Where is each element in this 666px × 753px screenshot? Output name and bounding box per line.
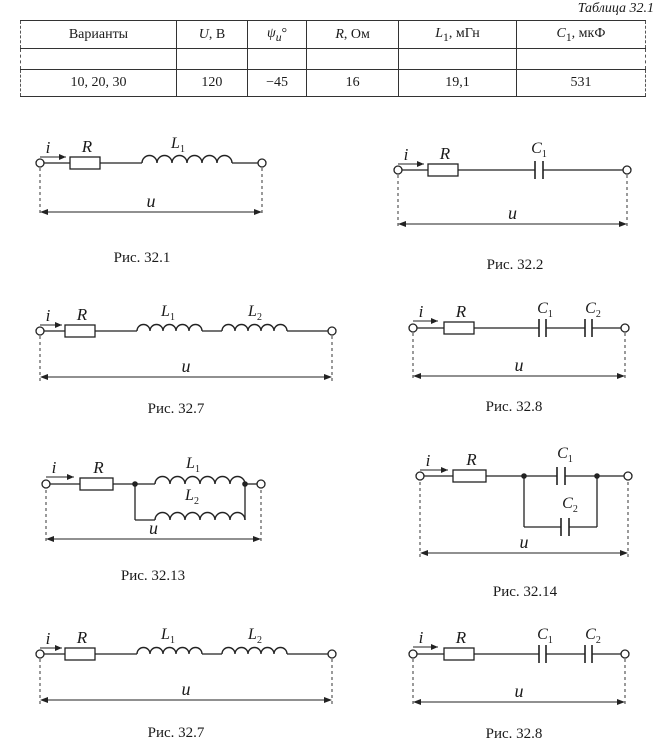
voltage-arrow-head bbox=[420, 550, 428, 556]
label-C1: $C_1$ bbox=[537, 300, 553, 320]
current-arrow-head bbox=[55, 322, 62, 328]
cell-resistance: 16 bbox=[307, 70, 399, 97]
inductor-symbol bbox=[222, 325, 287, 331]
resistor-symbol bbox=[453, 470, 486, 482]
terminal bbox=[328, 327, 336, 335]
figure-32-7-repeat bbox=[36, 626, 336, 741]
figure-caption: Рис. 32.7 bbox=[147, 401, 205, 417]
voltage-arrow-head bbox=[324, 374, 332, 380]
cell-voltage: 120 bbox=[176, 70, 247, 97]
inductor-symbol bbox=[155, 513, 245, 521]
terminal bbox=[328, 650, 336, 658]
figure-32-8-repeat bbox=[409, 626, 629, 742]
current-arrow-head bbox=[417, 161, 424, 167]
current-arrow-head bbox=[59, 154, 66, 160]
label-L2: $L_2$ bbox=[248, 626, 262, 646]
label-C1: $C_1$ bbox=[531, 140, 547, 160]
terminal bbox=[36, 650, 44, 658]
label-u: u bbox=[519, 532, 529, 552]
label-C2: $C_2$ bbox=[585, 300, 601, 320]
figure-32-7 bbox=[36, 303, 336, 417]
label-C1: $C_1$ bbox=[537, 626, 553, 646]
label-i: i bbox=[425, 451, 431, 470]
cell-inductance: 19,1 bbox=[399, 70, 517, 97]
cell-phase: −45 bbox=[247, 70, 306, 97]
terminal bbox=[394, 166, 402, 174]
header-phase: $\psi_u^\circ$ bbox=[247, 21, 306, 49]
voltage-arrow-head bbox=[620, 550, 628, 556]
label-u: u bbox=[181, 356, 191, 376]
resistor-symbol bbox=[444, 322, 474, 334]
inductor-symbol bbox=[142, 156, 232, 164]
resistor-symbol bbox=[65, 325, 95, 337]
voltage-arrow-head bbox=[619, 221, 627, 227]
label-u: u bbox=[149, 518, 158, 538]
label-u: u bbox=[181, 679, 191, 699]
label-L1: $L_1$ bbox=[161, 626, 175, 646]
label-R: R bbox=[466, 450, 477, 469]
terminal bbox=[409, 324, 417, 332]
label-u: u bbox=[146, 191, 156, 211]
cell-variants: 10, 20, 30 bbox=[21, 70, 177, 97]
label-u: u bbox=[514, 355, 524, 375]
figure-32-2 bbox=[394, 140, 631, 273]
label-C1: $C_1$ bbox=[557, 445, 573, 465]
label-L1: $L_1$ bbox=[161, 303, 175, 323]
terminal bbox=[416, 472, 424, 480]
resistor-symbol bbox=[428, 164, 458, 176]
label-R: R bbox=[455, 628, 467, 647]
label-R: R bbox=[93, 458, 104, 477]
voltage-arrow-head bbox=[398, 221, 406, 227]
label-L2: $L_2$ bbox=[185, 487, 199, 507]
current-arrow-head bbox=[67, 474, 74, 480]
voltage-arrow-head bbox=[40, 209, 48, 215]
terminal bbox=[36, 327, 44, 335]
label-u: u bbox=[508, 203, 517, 223]
figure-caption: Рис. 32.8 bbox=[485, 399, 543, 415]
terminal bbox=[36, 159, 44, 167]
figure-32-14 bbox=[416, 445, 632, 600]
header-variants: Варианты bbox=[21, 21, 177, 49]
voltage-arrow-head bbox=[617, 699, 625, 705]
current-arrow-head bbox=[441, 467, 448, 473]
resistor-symbol bbox=[444, 648, 474, 660]
figure-caption: Рис. 32.8 bbox=[485, 726, 543, 742]
terminal bbox=[409, 650, 417, 658]
figure-32-1 bbox=[36, 135, 266, 266]
current-arrow-head bbox=[55, 645, 62, 651]
label-i: i bbox=[418, 628, 424, 647]
header-voltage: U, В bbox=[176, 21, 247, 49]
figure-32-8 bbox=[409, 300, 629, 415]
label-i: i bbox=[45, 138, 51, 157]
voltage-arrow-head bbox=[46, 536, 54, 542]
table-caption: Таблица 32.1 bbox=[577, 1, 654, 16]
figure-32-13 bbox=[42, 455, 265, 584]
figure-caption: Рис. 32.13 bbox=[120, 568, 186, 584]
figure-caption: Рис. 32.14 bbox=[492, 584, 558, 600]
label-u: u bbox=[514, 681, 524, 701]
label-R: R bbox=[439, 144, 451, 163]
header-capacitance: $C_1$, мкФ bbox=[516, 21, 645, 49]
label-R: R bbox=[76, 305, 88, 324]
label-L2: $L_2$ bbox=[248, 303, 262, 323]
terminal bbox=[623, 166, 631, 174]
header-inductance: $L_1$, мГн bbox=[399, 21, 517, 49]
voltage-arrow-head bbox=[254, 209, 262, 215]
label-i: i bbox=[418, 302, 424, 321]
resistor-symbol bbox=[70, 157, 100, 169]
current-arrow-head bbox=[431, 644, 438, 650]
terminal bbox=[42, 480, 50, 488]
terminal bbox=[621, 650, 629, 658]
voltage-arrow-head bbox=[324, 697, 332, 703]
voltage-arrow-head bbox=[253, 536, 261, 542]
voltage-arrow-head bbox=[413, 373, 421, 379]
resistor-symbol bbox=[65, 648, 95, 660]
label-L1: $L_1$ bbox=[171, 135, 185, 155]
resistor-symbol bbox=[80, 478, 113, 490]
cell-capacitance: 531 bbox=[516, 70, 645, 97]
terminal bbox=[621, 324, 629, 332]
voltage-arrow-head bbox=[40, 697, 48, 703]
label-i: i bbox=[45, 629, 51, 648]
terminal bbox=[257, 480, 265, 488]
inductor-symbol bbox=[137, 325, 202, 331]
voltage-arrow-head bbox=[617, 373, 625, 379]
label-R: R bbox=[76, 628, 88, 647]
figure-caption: Рис. 32.1 bbox=[113, 250, 171, 266]
terminal bbox=[258, 159, 266, 167]
inductor-symbol bbox=[222, 648, 287, 655]
label-i: i bbox=[51, 458, 57, 477]
current-arrow-head bbox=[431, 318, 438, 324]
label-i: i bbox=[403, 145, 409, 164]
header-resistance: R, Ом bbox=[307, 21, 399, 49]
label-C2: $C_2$ bbox=[562, 495, 578, 515]
inductor-symbol bbox=[137, 648, 202, 655]
inductor-symbol bbox=[155, 477, 245, 484]
label-R: R bbox=[455, 302, 467, 321]
terminal bbox=[624, 472, 632, 480]
label-R: R bbox=[81, 137, 93, 156]
figure-caption: Рис. 32.7 bbox=[147, 725, 205, 741]
label-C2: $C_2$ bbox=[585, 626, 601, 646]
figure-caption: Рис. 32.2 bbox=[486, 257, 544, 273]
voltage-arrow-head bbox=[40, 374, 48, 380]
label-i: i bbox=[45, 306, 51, 325]
label-L1: $L_1$ bbox=[186, 455, 200, 475]
voltage-arrow-head bbox=[413, 699, 421, 705]
